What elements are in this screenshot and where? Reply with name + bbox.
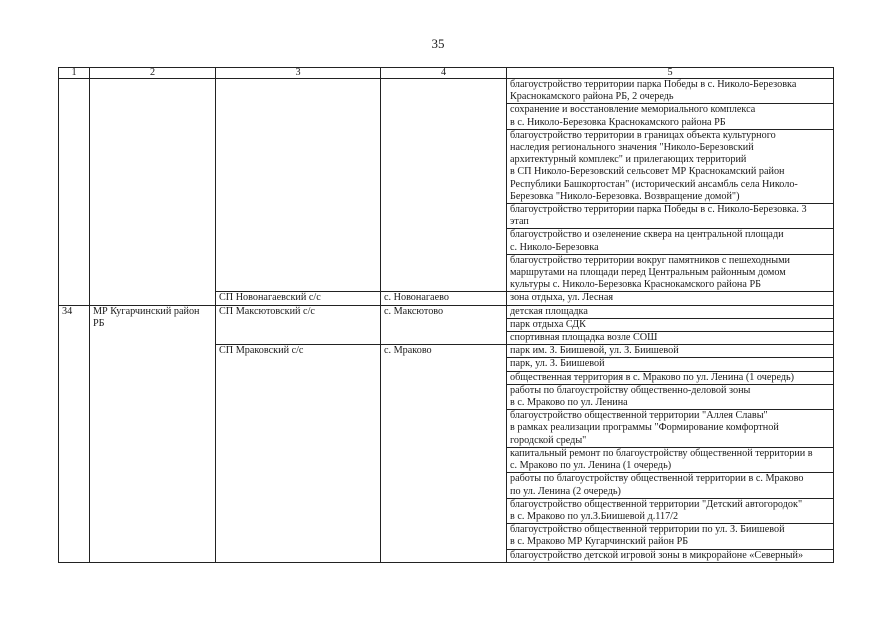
- project-item: работы по благоустройству общественной территории в с. Мраково по ул. Ленина (2 очередь): [507, 473, 834, 498]
- project-item: парк, ул. З. Биишевой: [507, 358, 834, 371]
- table-row: [59, 305, 834, 318]
- column-header: 3: [216, 68, 381, 79]
- village-cell: с. Максютово: [381, 305, 507, 345]
- project-item: сохранение и восстановление мемориального комплекса в с. Николо-Березовка Краснокамского района РБ: [507, 104, 834, 129]
- project-item: работы по благоустройству общественно-деловой зоны в с. Мраково по ул. Ленина: [507, 384, 834, 409]
- table-header-row: [59, 68, 834, 79]
- number-cell: [59, 79, 90, 306]
- settlement-cell: [216, 79, 381, 292]
- project-item: зона отдыха, ул. Лесная: [507, 292, 834, 305]
- settlement-cell: СП Новонагаевский с/с: [216, 292, 381, 305]
- project-item: детская площадка: [507, 305, 834, 318]
- district-cell: [90, 79, 216, 306]
- project-item: благоустройство и озеленение сквера на центральной площади с. Николо-Березовка: [507, 229, 834, 254]
- project-item: благоустройство территории парка Победы в с. Николо-Березовка. 3 этап: [507, 204, 834, 229]
- document-table: [58, 67, 834, 563]
- project-item: благоустройство территории парка Победы в с. Николо-Березовка Краснокамского района РБ, 2 очередь: [507, 79, 834, 104]
- project-item: благоустройство детской игровой зоны в микрорайоне «Северный»: [507, 549, 834, 562]
- village-cell: с. Новонагаево: [381, 292, 507, 305]
- number-cell: 34: [59, 305, 90, 562]
- table-row: [59, 79, 834, 104]
- village-cell: [381, 79, 507, 292]
- project-item: благоустройство общественной территории по ул. З. Биишевой в с. Мраково МР Кугарчинский район РБ: [507, 524, 834, 549]
- project-item: благоустройство общественной территории "Аллея Славы" в рамках реализации программы "Формирование комфортной городской среды": [507, 410, 834, 448]
- project-item: парк им. З. Биишевой, ул. З. Биишевой: [507, 345, 834, 358]
- project-item: благоустройство территории в границах объекта культурного наследия регионального значения "Николо-Березовский архитектурный комплекс" и прилегающих территорий в СП Николо-Березовский сельсовет МР Краснокамский район Республики Башкортостан" (исторический ансамбль села Николо- Березовка "Николо-Березовка. Возвращение домой"): [507, 129, 834, 203]
- project-item: благоустройство общественной территории "Детский автогородок" в с. Мраково по ул.З.Биишевой д.117/2: [507, 498, 834, 523]
- project-item: общественная территория в с. Мраково по ул. Ленина (1 очередь): [507, 371, 834, 384]
- column-header: 4: [381, 68, 507, 79]
- district-cell: МР Кугарчинский район РБ: [90, 305, 216, 562]
- column-header: 5: [507, 68, 834, 79]
- project-item: капитальный ремонт по благоустройству общественной территории в с. Мраково по ул. Ленина (1 очередь): [507, 447, 834, 472]
- settlement-cell: СП Мраковский с/с: [216, 345, 381, 562]
- project-item: парк отдыха СДК: [507, 318, 834, 331]
- project-item: спортивная площадка возле СОШ: [507, 332, 834, 345]
- project-item: благоустройство территории вокруг памятников с пешеходными маршрутами на площади перед Центральным районным домом культуры с. Николо-Березовка Краснокамского района РБ: [507, 254, 834, 292]
- column-header: 2: [90, 68, 216, 79]
- column-header: 1: [59, 68, 90, 79]
- settlement-cell: СП Максютовский с/с: [216, 305, 381, 345]
- page-number: 35: [431, 36, 445, 51]
- village-cell: с. Мраково: [381, 345, 507, 562]
